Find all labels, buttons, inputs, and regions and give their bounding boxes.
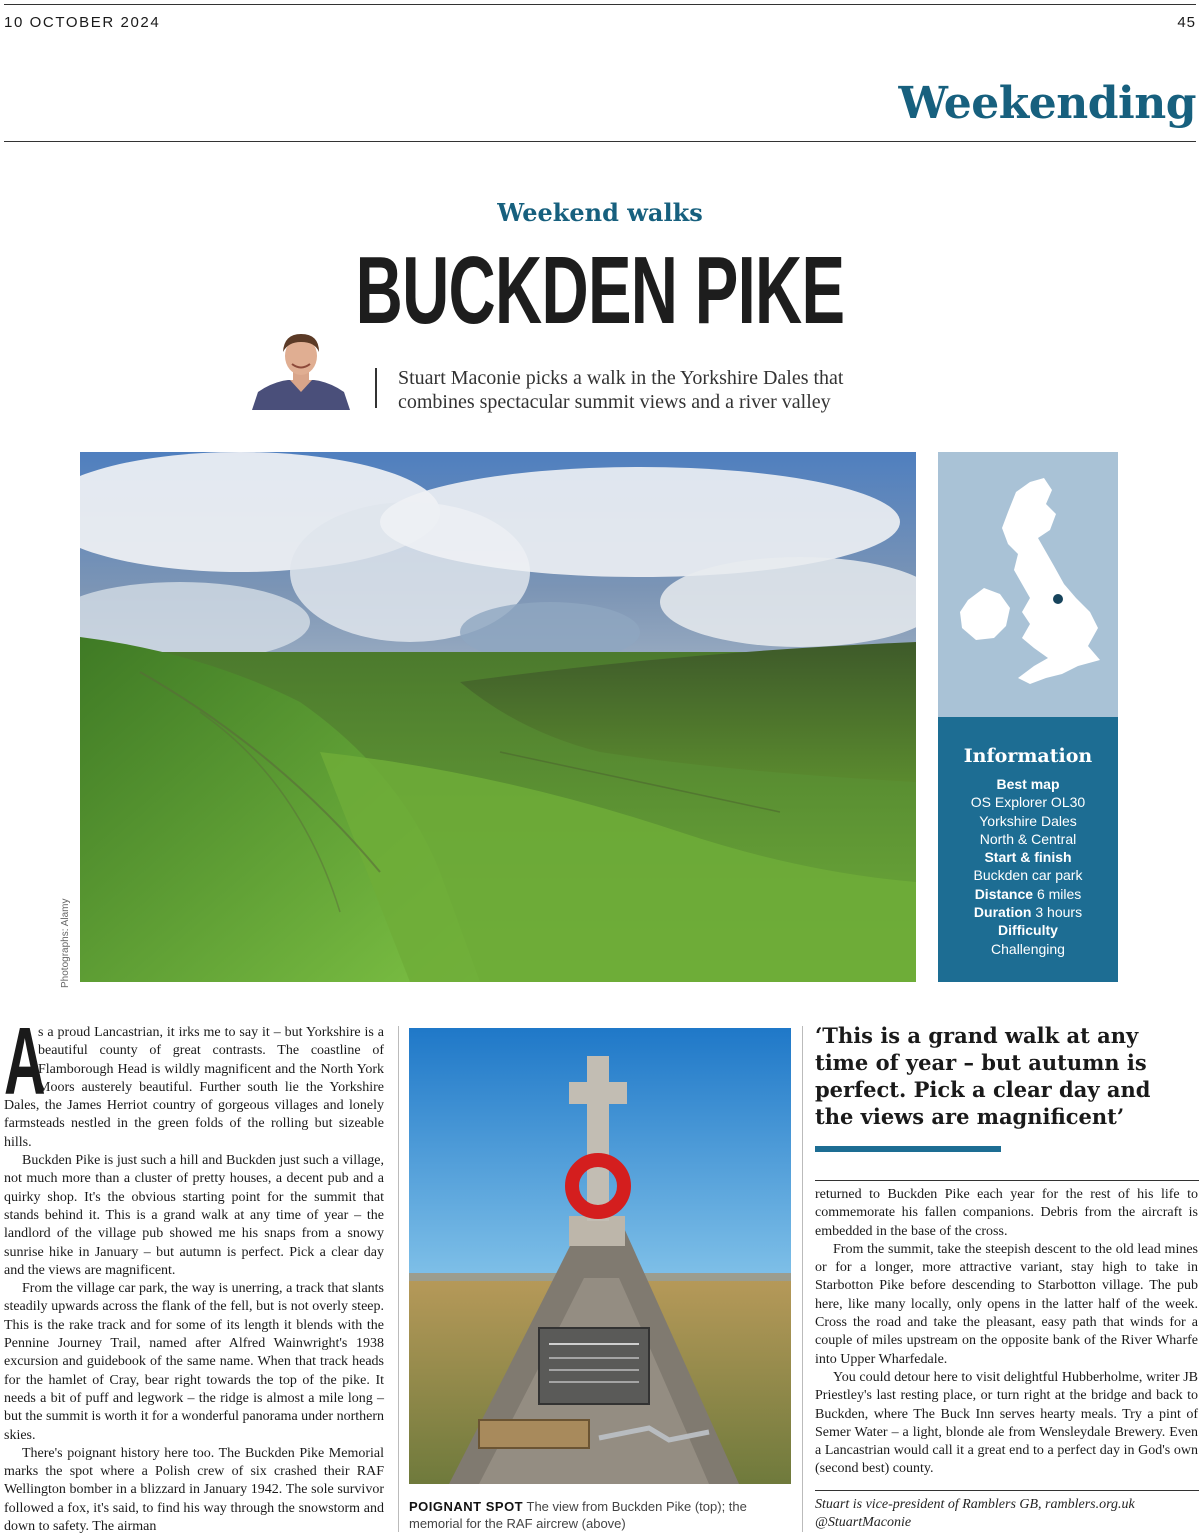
best-map-value-2: Yorkshire Dales <box>979 812 1077 829</box>
author-photo <box>252 326 350 410</box>
duration-value: 3 hours <box>1035 904 1083 921</box>
section-rule <box>4 141 1196 142</box>
drop-cap: A <box>4 1008 46 1115</box>
page-date: 10 OCTOBER 2024 <box>4 14 161 31</box>
column-divider <box>398 1026 399 1532</box>
distance-label: Distance <box>974 885 1034 902</box>
footnote-line-1: Stuart is vice-president of Ramblers GB, ramblers.org.uk <box>815 1497 1135 1512</box>
pull-quote: ‘This is a grand walk at any time of year – but autumn is perfect. Pick a clear day and the views are magnificent’ <box>815 1023 1151 1129</box>
body-paragraph: You could detour here to visit delightful Hubberholme, writer JB Priestley's last resting place, or turn right at the bridge and back to Buckden, where The Buck Inn serves hearty meals. Try a pint of Semer Water – a light, blonde ale from Wensleydale Brewery. Even a Lancastrian would call it a great end to a perfect day in God's own (second best) county. <box>815 1369 1198 1477</box>
article-headline: BUCKDEN PIKE <box>355 237 845 344</box>
great-britain-shape <box>1002 478 1100 684</box>
uk-location-map <box>938 452 1118 717</box>
standfirst-rule <box>375 368 377 408</box>
column-divider <box>802 1026 803 1532</box>
best-map-value-1: OS Explorer OL30 <box>970 794 1086 811</box>
caption-text: The view from Buckden Pike (top); the memorial for the RAF aircrew (above) <box>409 1499 747 1531</box>
distance-value: 6 miles <box>1036 885 1082 902</box>
duration-label: Duration <box>973 904 1032 921</box>
difficulty-label: Difficulty <box>998 922 1058 939</box>
information-title: Information <box>963 745 1093 767</box>
photo-caption <box>409 1498 799 1532</box>
body-paragraph: Buckden Pike is just such a hill and Buckden just such a village, not much more than a cluster of pretty houses, a decent pub and a quirky shop. It's the obvious starting point for the summit that stands behind it. This is a grand walk at any time of year – the landlord of the village pub showed me his snaps from a snowy sunrise hike in January – but autumn is perfect. Pick a clear day and the views are magnificent. <box>4 1153 384 1278</box>
best-map-value-3: North & Central <box>979 830 1077 847</box>
pull-quote-rule <box>815 1180 1199 1181</box>
information-list <box>938 775 1118 958</box>
body-paragraph: s a proud Lancastrian, it irks me to say it – but Yorkshire is a beautiful county of great contrasts. The coastline of Flamborough Head is wildly magnificent and the North York Moors austerely beautiful. Further south lie the Yorkshire Dales, the James Herriot country of gorgeous villages and lonely farmsteads nestled in the green folds of the rolling but sizeable hills. <box>4 1025 384 1150</box>
information-box <box>938 452 1118 982</box>
standfirst-line-1: Stuart Maconie picks a walk in the Yorkshire Dales that <box>398 367 844 389</box>
footnote-line-2: @StuartMaconie <box>815 1515 912 1530</box>
start-finish-value: Buckden car park <box>973 867 1083 884</box>
memorial-photo <box>409 1028 791 1484</box>
footnote-rule <box>815 1490 1199 1491</box>
location-marker-icon <box>1053 594 1063 604</box>
body-paragraph: There's poignant history here too. The Buckden Pike Memorial marks the spot where a Polish crew of six crashed their RAF Wellington bomber in a blizzard in January 1942. The sole survivor followed a fox, it's said, to find his way through the snowstorm and down to safety. The airman <box>4 1445 384 1535</box>
page-number: 45 <box>1177 14 1196 31</box>
body-paragraph: From the summit, take the steepish descent to the old lead mines or for a longer, more attractive variant, stay high to take in Starbotton Pike before descending to Starbotton village. The pub here, like many locally, only opens in the latter half of the week. Cross the road and take the pleasant, easy path that winds for a couple of miles upstream on the opposite bank of the River Wharfe into Upper Wharfedale. <box>815 1241 1198 1367</box>
ireland-shape <box>960 588 1010 640</box>
hero-landscape-photo <box>80 452 916 982</box>
top-rule <box>4 4 1196 5</box>
caption-label: POIGNANT SPOT <box>409 1499 524 1514</box>
best-map-label: Best map <box>996 776 1060 792</box>
standfirst-line-2: combines spectacular summit views and a river valley <box>398 391 831 413</box>
difficulty-value: Challenging <box>991 940 1065 957</box>
article-kicker: Weekend walks <box>497 198 703 227</box>
standfirst <box>398 366 998 414</box>
photo-credit: Photographs: Alamy <box>60 898 71 988</box>
body-column-right <box>815 1186 1198 1479</box>
body-paragraph: returned to Buckden Pike each year for the rest of his life to commemorate his fallen companions. Debris from the aircraft is embedded in the base of the cross. <box>815 1187 1198 1239</box>
author-footnote <box>815 1496 1199 1532</box>
body-paragraph: From the village car park, the way is unerring, a track that slants steadily upwards across the flank of the fell, but is not overly steep. This is the rake track and for some of its length it blends with the Pennine Journey Trail, named after Alfred Wainwright's 1938 excursion and guidebook of the same name. When that track heads for the hamlet of Cray, bear right towards the top of the pike. It needs a bit of puff and legwork – the ridge is almost a mile long – but the summit is worth it for a wonderful panorama under northern skies. <box>4 1281 384 1443</box>
start-finish-label: Start & finish <box>984 849 1072 866</box>
body-column-left <box>4 1008 384 1536</box>
information-panel <box>938 717 1118 982</box>
section-title: Weekending <box>898 78 1196 129</box>
pull-quote-accent-bar <box>815 1146 1001 1152</box>
